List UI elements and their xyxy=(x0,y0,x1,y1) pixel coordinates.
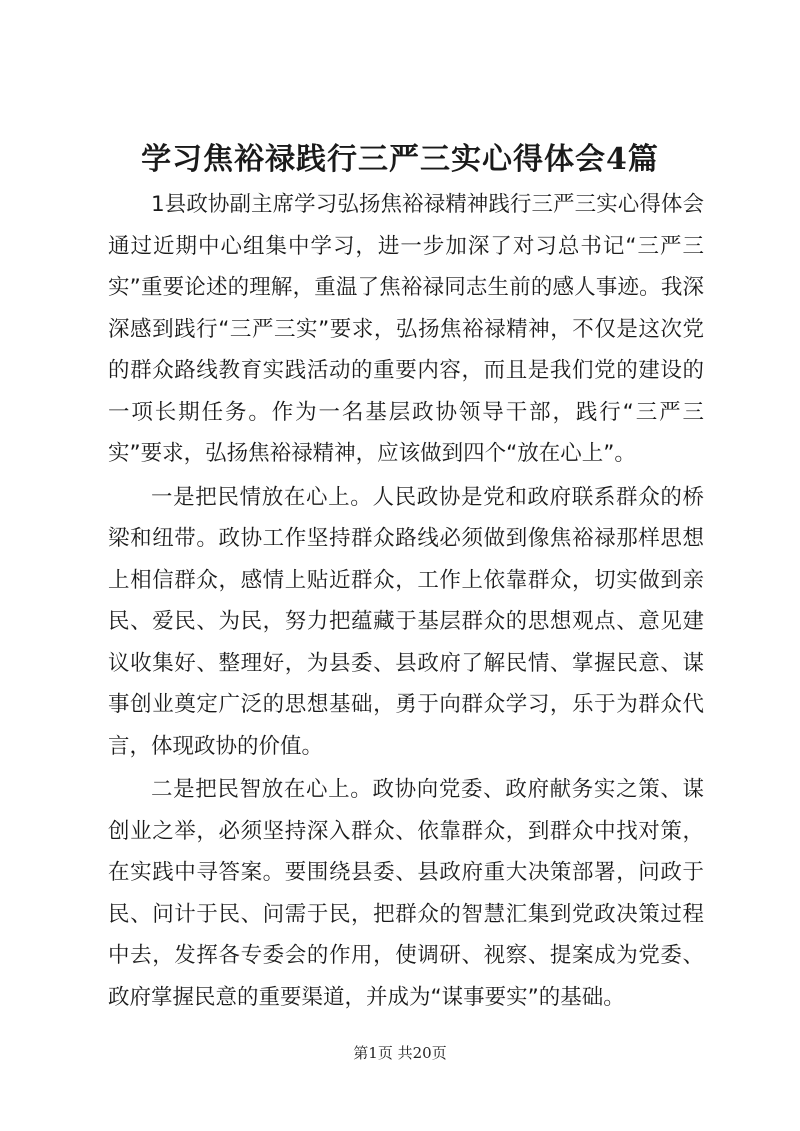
document-title: 学习焦裕禄践行三严三实心得体会4篇 xyxy=(141,142,659,177)
page-number-footer: 第1页 共20页 xyxy=(353,1044,447,1062)
paragraph-point-one: 一是把民情放在心上。人民政协是党和政府联系群众的桥梁和纽带。政协工作坚持群众路线必须做到像焦裕禄那样思想上相信群众，感情上贴近群众，工作上依靠群众，切实做到亲民、爱民、为民，努力把蕴藏于基层群众的思想观点、意见建议收集好、整理好，为县委、县政府了解民情、掌握民意、谋事创业奠定广泛的思想基础，勇于向群众学习，乐于为群众代言，体现政协的价值。 xyxy=(108,484,704,759)
document-body xyxy=(108,184,704,1020)
paragraph-point-two: 二是把民智放在心上。政协向党委、政府献务实之策、谋创业之举，必须坚持深入群众、依靠群众，到群众中找对策，在实践中寻答案。要围绕县委、县政府重大决策部署，问政于民、问计于民、问需于民，把群众的智慧汇集到党政决策过程中去，发挥各专委会的作用，使调研、视察、提案成为党委、政府掌握民意的重要渠道，并成为“谋事要实”的基础。 xyxy=(108,777,704,1010)
paragraph-intro: 1县政协副主席学习弘扬焦裕禄精神践行三严三实心得体会通过近期中心组集中学习，进一步加深了对习总书记“三严三实”重要论述的理解，重温了焦裕禄同志生前的感人事迹。我深深感到践行“三严三实”要求，弘扬焦裕禄精神，不仅是这次党的群众路线教育实践活动的重要内容，而且是我们党的建设的一项长期任务。作为一名基层政协领导干部，践行“三严三实”要求，弘扬焦裕禄精神，应该做到四个“放在心上”。 xyxy=(108,192,704,466)
